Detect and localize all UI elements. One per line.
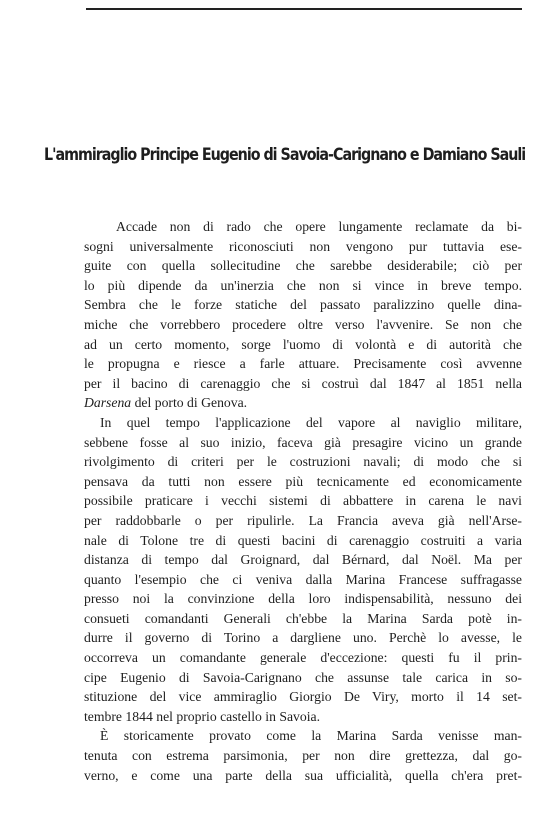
text-line: tembre 1844 nel proprio castello in Savoia. — [84, 708, 321, 724]
text-line: le propugna e riesce a farle attuare. Precisamente così avvenne — [84, 356, 522, 372]
text-line: stituzione del vice ammiraglio Giorgio De Viry, morto il 14 set- — [84, 689, 522, 705]
text-line: durre il governo di Torino a dargliene uno. Perchè lo avesse, le — [84, 630, 522, 646]
top-rule — [86, 8, 522, 10]
text-line: Accade non di rado che opere lungamente reclamate da bi- — [116, 219, 522, 234]
text-line: per il bacino di carenaggio che si costruì dal 1847 al 1851 nella — [84, 375, 522, 391]
paragraph-1 — [84, 217, 522, 413]
text-line: rivolgimento di criteri per le costruzioni navali; di modo che si — [84, 454, 522, 470]
text-line: possibile praticare i vecchi sistemi di abbattere in carena le navi — [84, 493, 522, 509]
text-line: verno, e come una parte della sua ufficialità, quella ch'era pret- — [84, 767, 522, 783]
text-line: ad un certo momento, sorge l'uomo di volontà e di autorità che — [84, 336, 522, 352]
text-line: Sembra che le forze statiche del passato paralizzino quelle dina- — [84, 297, 522, 313]
chapter-title: L'ammiraglio Principe Eugenio di Savoia-Carignano e Damiano Sauli — [44, 145, 526, 165]
text-line: miche che vorrebbero procedere oltre verso l'avvenire. Se non che — [84, 316, 522, 332]
text-line: sogni universalmente riconosciuti non vengono pur tuttavia ese- — [84, 238, 522, 254]
text-line: distanza di tempo dal Groignard, dal Bérnard, dal Noël. Ma per — [84, 552, 522, 568]
text-line: consueti comandanti Generali ch'ebbe la Marina Sarda potè in- — [84, 610, 522, 626]
text-line: cipe Eugenio di Savoia-Carignano che assunse tale carica in so- — [84, 669, 522, 685]
text-line: In quel tempo l'applicazione del vapore al naviglio militare, — [100, 414, 522, 430]
paragraph-2 — [84, 413, 522, 727]
text-line: presso noi la convinzione della loro indispensabilità, nessuno dei — [84, 591, 522, 607]
text-line: tenuta con estrema parsimonia, per non dire grettezza, dal go- — [84, 748, 522, 764]
paragraph-3 — [84, 726, 522, 785]
text-line: guite con quella sollecitudine che sarebbe desiderabile; ciò per — [84, 258, 522, 274]
text-line: per raddobbarle o per ripulirle. La Francia aveva già nell'Arse- — [84, 512, 522, 528]
text-line: pensava da tutti non essere più tecnicamente ed economicamente — [84, 473, 522, 489]
text-line-italic-lead: Darsena del porto di Genova. — [84, 395, 248, 411]
text-line: nale di Tolone tre di questi bacini di carenaggio costruiti a varia — [84, 532, 522, 548]
text-line: quanto l'esempio che ci veniva dalla Marina Francese suffragasse — [84, 571, 522, 587]
text-line: occorreva un comandante generale d'eccezione: questi fu il prin- — [84, 650, 522, 666]
text-line: È storicamente provato come la Marina Sarda venisse man- — [100, 728, 522, 744]
body-text — [84, 217, 522, 785]
text-line: lo più dipende da un'inerzia che non si vince in breve tempo. — [84, 277, 522, 293]
text-line: sebbene fosse al suo inizio, faceva già presagire vicino un grande — [84, 434, 522, 450]
italic-word: Darsena — [84, 395, 132, 411]
